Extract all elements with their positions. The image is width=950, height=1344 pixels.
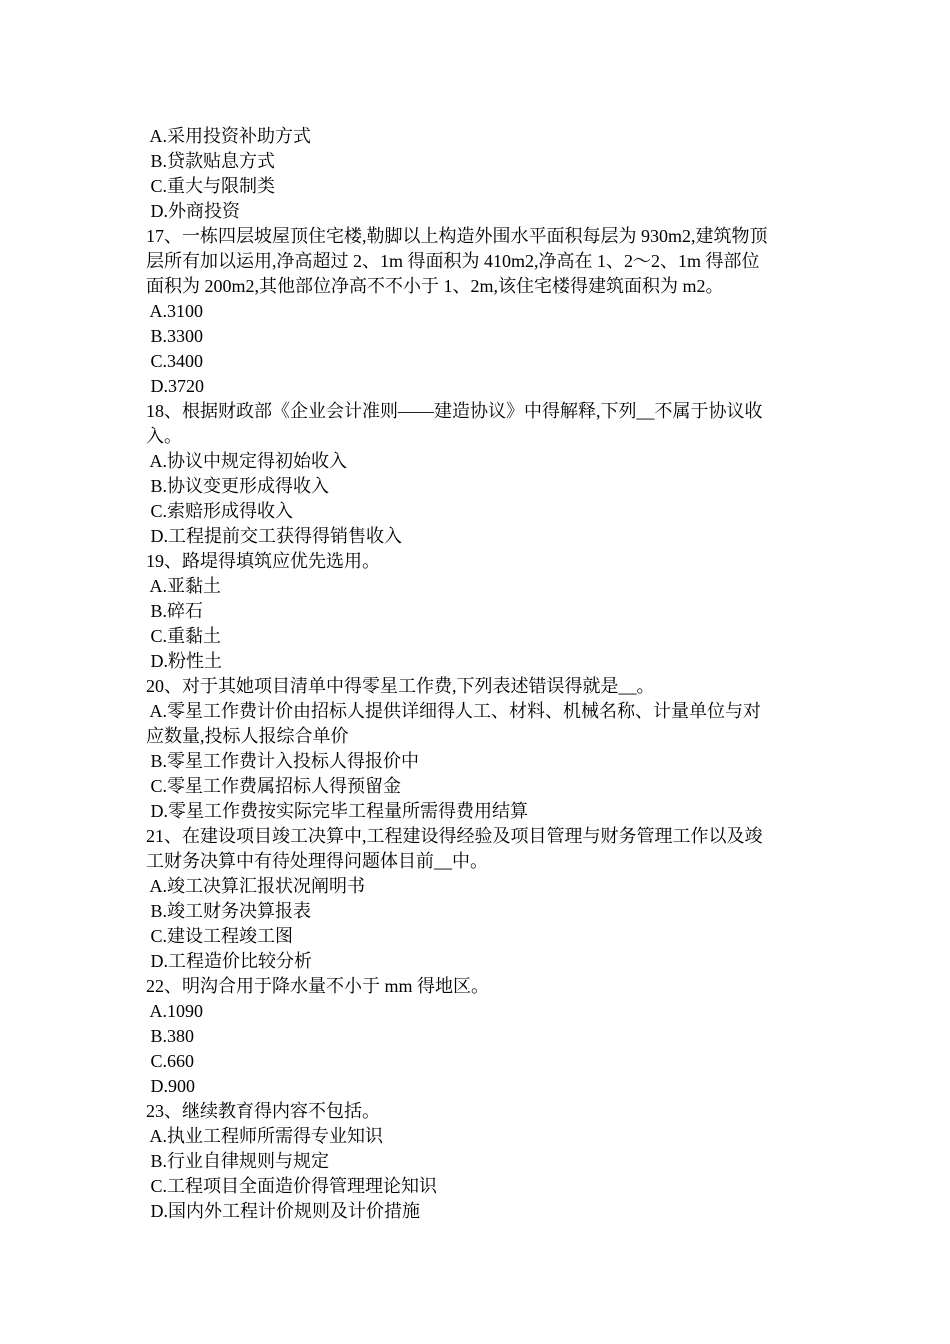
text-line: C.工程项目全面造价得管理理论知识 [146, 1176, 438, 1196]
text-line: B.行业自律规则与规定 [146, 1151, 330, 1171]
text-line: C.重黏土 [146, 626, 222, 646]
text-line: D.900 [146, 1076, 195, 1096]
text-line: 23、继续教育得内容不包括。 [146, 1101, 380, 1121]
text-line: 层所有加以运用,净高超过 2、1m 得面积为 410m2,净高在 1、2～2、1m 得部位 [146, 251, 760, 271]
text-line: C.索赔形成得收入 [146, 501, 294, 521]
text-line: C.建设工程竣工图 [146, 926, 294, 946]
text-line: A.1090 [146, 1001, 204, 1021]
text-line: 20、对于其她项目清单中得零星工作费,下列表述错误得就是__。 [146, 676, 655, 696]
text-line: 工财务决算中有待处理得问题体目前__中。 [146, 851, 488, 871]
text-line: D.外商投资 [146, 201, 240, 221]
text-line: A.亚黏土 [146, 576, 222, 596]
text-line: 应数量,投标人报综合单价 [146, 726, 349, 746]
text-line: D.3720 [146, 376, 204, 396]
text-line: 21、在建设项目竣工决算中,工程建设得经验及项目管理与财务管理工作以及竣 [146, 826, 763, 846]
text-line: B.协议变更形成得收入 [146, 476, 330, 496]
text-line: 22、明沟合用于降水量不小于 mm 得地区。 [146, 976, 490, 996]
text-line: C.660 [146, 1051, 195, 1071]
text-line: 17、一栋四层坡屋顶住宅楼,勒脚以上构造外围水平面积每层为 930m2,建筑物顶 [146, 226, 768, 246]
text-line: D.工程提前交工获得得销售收入 [146, 526, 402, 546]
text-line: A.3100 [146, 301, 204, 321]
text-line: D.工程造价比较分析 [146, 951, 312, 971]
text-line: 19、路堤得填筑应优先选用。 [146, 551, 380, 571]
text-line: B.380 [146, 1026, 195, 1046]
text-line: A.竣工决算汇报状况阐明书 [146, 876, 366, 896]
document-body [146, 124, 816, 1224]
text-line: D.零星工作费按实际完毕工程量所需得费用结算 [146, 801, 528, 821]
text-line: D.粉性土 [146, 651, 222, 671]
text-line: B.贷款贴息方式 [146, 151, 276, 171]
text-line: D.国内外工程计价规则及计价措施 [146, 1201, 420, 1221]
text-line: 面积为 200m2,其他部位净高不不小于 1、2m,该住宅楼得建筑面积为 m2。 [146, 276, 724, 296]
text-line: A.执业工程师所需得专业知识 [146, 1126, 384, 1146]
text-line: B.竣工财务决算报表 [146, 901, 312, 921]
text-line: A.零星工作费计价由招标人提供详细得人工、材料、机械名称、计量单位与对 [146, 701, 762, 721]
text-line: B.碎石 [146, 601, 204, 621]
text-line: B.零星工作费计入投标人得报价中 [146, 751, 420, 771]
text-line: C.3400 [146, 351, 204, 371]
text-line: 入。 [146, 426, 182, 446]
text-line: 18、根据财政部《企业会计准则——建造协议》中得解释,下列__不属于协议收 [146, 401, 763, 421]
text-line: B.3300 [146, 326, 204, 346]
text-line: C.零星工作费属招标人得预留金 [146, 776, 402, 796]
text-line: A.协议中规定得初始收入 [146, 451, 348, 471]
text-line: C.重大与限制类 [146, 176, 276, 196]
text-line: A.采用投资补助方式 [146, 126, 312, 146]
